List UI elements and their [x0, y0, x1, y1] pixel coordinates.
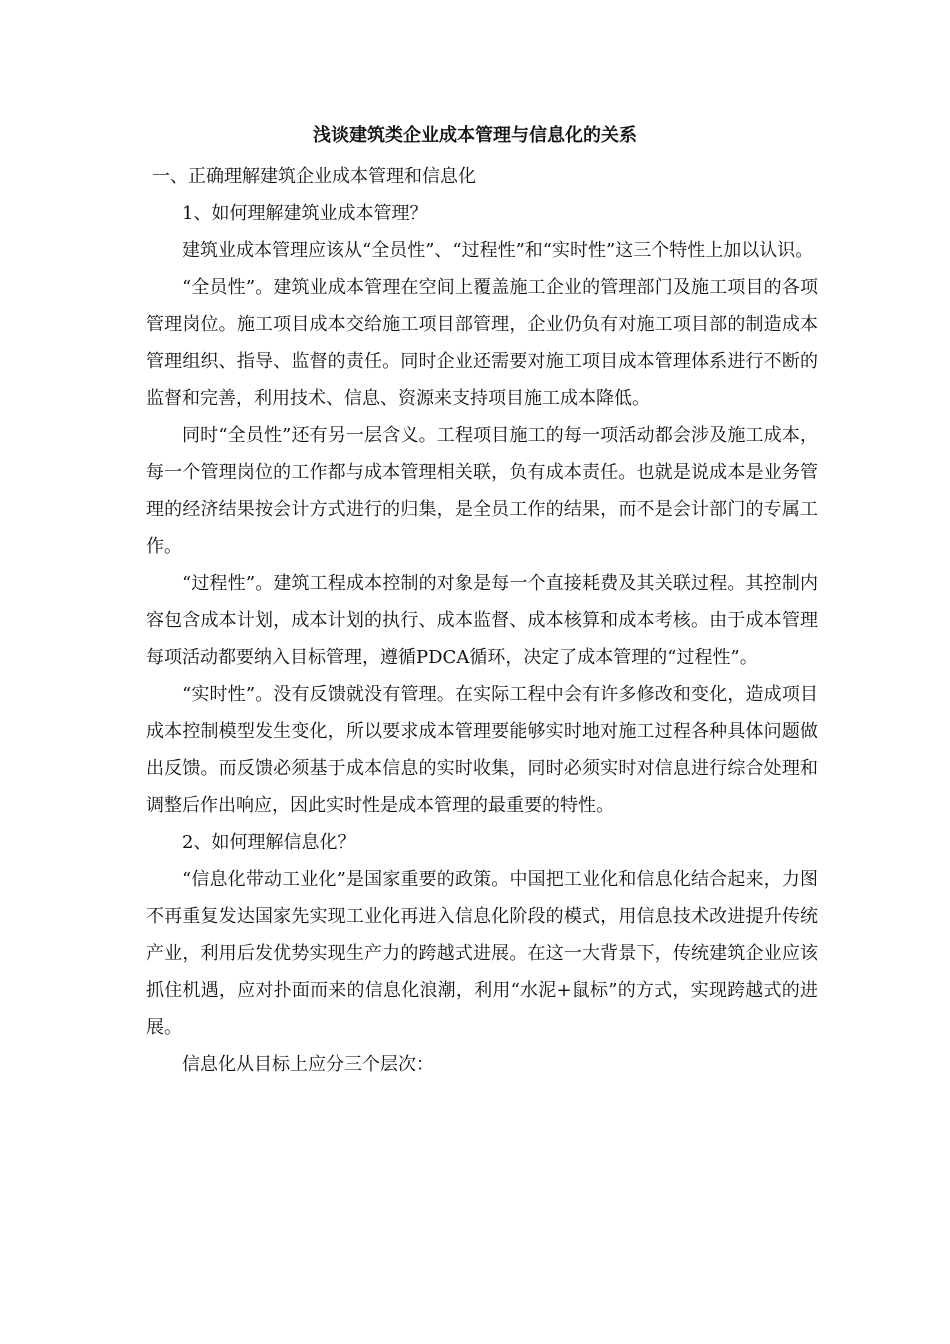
question-1-heading: 1、如何理解建筑业成本管理？	[182, 203, 428, 224]
paragraph: 同时“全员性”还有另一层含义。工程项目施工的每一项活动都会涉及施工成本，每一个管理岗位的工作都与成本管理相关联，负有成本责任。也就是说成本是业务管理的经济结果按会计方式进行的归集，是全员工作的结果，而不是会计部门的专属工作。	[146, 425, 818, 557]
paragraph: “实时性”。没有反馈就没有管理。在实际工程中会有许多修改和变化，造成项目成本控制模型发生变化，所以要求成本管理要能够实时地对施工过程各种具体问题做出反馈。而反馈必须基于成本信息的实时收集，同时必须实时对信息进行综合处理和调整后作出响应，因此实时性是成本管理的最重要的特性。	[146, 684, 818, 816]
paragraph: 信息化从目标上应分三个层次：	[182, 1054, 434, 1075]
paragraph: “全员性”。建筑业成本管理在空间上覆盖施工企业的管理部门及施工项目的各项管理岗位。施工项目成本交给施工项目部管理，企业仍负有对施工项目部的制造成本管理组织、指导、监督的责任。同时企业还需要对施工项目成本管理体系进行不断的监督和完善，利用技术、信息、资源来支持项目施工成本降低。	[146, 277, 818, 409]
question-2-heading: 2、如何理解信息化？	[182, 832, 356, 853]
paragraph: 建筑业成本管理应该从“全员性”、“过程性”和“实时性”这三个特性上加以认识。	[182, 240, 814, 261]
document-body	[146, 158, 818, 1083]
paragraph: “过程性”。建筑工程成本控制的对象是每一个直接耗费及其关联过程。其控制内容包含成本计划，成本计划的执行、成本监督、成本核算和成本考核。由于成本管理每项活动都要纳入目标管理，遵循PDCA循环，决定了成本管理的“过程性”。	[146, 573, 818, 668]
document-title: 浅谈建筑类企业成本管理与信息化的关系	[313, 125, 637, 146]
paragraph: “信息化带动工业化”是国家重要的政策。中国把工业化和信息化结合起来，力图不再重复发达国家先实现工业化再进入信息化阶段的模式，用信息技术改进提升传统产业，利用后发优势实现生产力的跨越式进展。在这一大背景下，传统建筑企业应该抓住机遇，应对扑面而来的信息化浪潮，利用“水泥+鼠标”的方式，实现跨越式的进展。	[146, 869, 818, 1038]
section-1-heading: 一、正确理解建筑企业成本管理和信息化	[152, 166, 476, 187]
